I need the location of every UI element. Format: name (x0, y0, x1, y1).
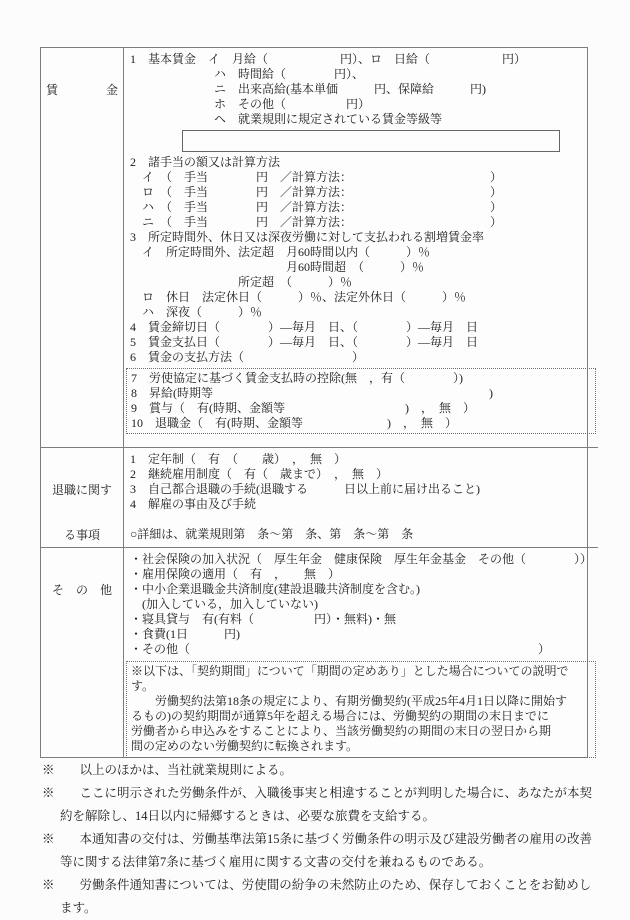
form-line: 7 労使協定に基づく賃金支払時の控除(無 ，有（ ）) (131, 371, 463, 385)
form-line: 3 自己都合退職の手続(退職する 日以上前に届け出ること) (130, 482, 480, 496)
wage-optional-items-box (126, 368, 596, 434)
form-line: ・中小企業退職金共済制度(建設退職共済制度を含む。) (130, 582, 420, 596)
footer-note: ※ 以上のほかは、当社就業規則による。 (42, 763, 293, 777)
form-line: 3 所定時間外、休日又は深夜労働に対して支払われる割増賃金率 (130, 230, 485, 244)
form-line: 労働者から申込みをすることにより、当該労働契約の期間の末日の翌日から期 (131, 724, 552, 738)
form-line: 間の定めのない労働契約に転換されます。 (131, 739, 359, 753)
form-line: 5 賃金支払日（ ）―毎月 日、（ ）―毎月 日 (130, 335, 479, 349)
other-label-text: そ の 他 (51, 583, 112, 597)
form-line: 所定超 （ ）％ (130, 275, 353, 289)
form-line: 8 昇給(時期等 ) (131, 386, 493, 400)
retirement-row-content (124, 448, 598, 548)
retirement-label-line1: 退職に関す (51, 483, 112, 497)
form-line: 4 賃金締切日（ ）―毎月 日、（ ）―毎月 日 (130, 320, 479, 334)
form-line: ニ 出来高給(基本単価 円、保障給 円) (130, 82, 486, 96)
wage-row-content (124, 48, 598, 448)
form-line: 2 諸手当の額又は計算方法 (130, 155, 281, 169)
form-line: ハ 時間給（ 円）、 (130, 67, 365, 81)
form-line: イ （ 手当 円 ／計算方法： ） (130, 170, 503, 184)
wage-label-text: 賃 金 (45, 83, 118, 97)
form-line: 2 継続雇用制度（ 有（ 歳まで） ， 無 ） (130, 467, 389, 481)
form-line: 6 賃金の支払方法（ ） (130, 350, 365, 364)
footer-notes (42, 759, 598, 920)
other-row-label (41, 548, 124, 757)
form-line: ロ （ 手当 円 ／計算方法： ） (130, 185, 503, 199)
retirement-label-line2: る事項 (63, 528, 100, 542)
form-line: ハ 深夜（ ）％ (130, 305, 263, 319)
form-line: 9 賞与（ 有(時期、金額等 ) ， 無 ） (131, 401, 475, 415)
form-line: (加入している，加入していない) (130, 597, 318, 611)
form-line: 10 退職金（ 有(時期、金額等 ) ， 無 ） (131, 416, 457, 430)
form-line: ・食費(1日 円) (130, 627, 240, 641)
form-line: ・雇用保険の適用（ 有 ， 無 ） (130, 567, 341, 581)
form-line: ニ （ 手当 円 ／計算方法： ） (130, 215, 503, 229)
other-row-content (124, 548, 598, 757)
form-line: 1 基本賃金 イ 月給（ 円）、ロ 日給（ 円） (130, 52, 527, 66)
form-line (130, 512, 592, 527)
footer-note: ※ ここに明示された労働条件が、入職後事実と相違することが判明した場合に、あなたが本契約を解除し、14日以内に帰郷するときは、必要な旅費を支給する。 (42, 786, 593, 823)
form-line: ・その他（ ） (130, 642, 551, 656)
form-line: ハ （ 手当 円 ／計算方法： ） (130, 200, 503, 214)
contract-period-explanation-box (126, 661, 596, 758)
retirement-row-label (41, 448, 124, 548)
form-line: ロ 休日 法定休日（ ）％、法定外休日（ ）％ (130, 290, 467, 304)
wage-row-label (41, 48, 124, 448)
form-line: 月60時間超 （ ）％ (130, 260, 425, 274)
form-line: ・社会保険の加入状況（ 厚生年金 健康保険 厚生年金基金 その他（ ）） (130, 552, 593, 566)
wage-grade-entry-box[interactable] (182, 130, 560, 152)
form-line: ※以下は、「契約期間」について「期間の定めあり」とした場合についての説明で (131, 664, 569, 678)
form-line: す。 (131, 679, 155, 693)
form-line: 労働契約法第18条の規定により、有期労働契約(平成25年4月1日以降に開始す (131, 694, 567, 708)
form-line: るもの)の契約期間が通算5年を超える場合には、労働契約の期間の末日までに (131, 709, 549, 723)
footer-note: ※ 本通知書の交付は、労働基準法第15条に基づく労働条件の明示及び建設労働者の雇用の改善等に関する法律第7条に基づく雇用に関する文書の交付を兼ねるものである。 (42, 832, 593, 869)
form-line: イ 所定時間外、法定超 月60時間以内（ ）％ (130, 245, 431, 259)
form-line: ヘ 就業規則に規定されている賃金等級等 (130, 112, 443, 126)
form-line: ・寝具貸与 有(有料（ 円）・無料)・無 (130, 612, 396, 626)
form-line: 1 定年制（ 有 （ 歳） ， 無 ） (130, 452, 347, 466)
working-conditions-table (40, 47, 593, 758)
form-line: 4 解雇の事由及び手続 (130, 497, 257, 511)
form-line: ホ その他（ 円） (130, 97, 371, 111)
footer-note: ※ 労働条件通知書については、労使間の紛争の未然防止のため、保存しておくことをお勧めします。 (42, 878, 592, 915)
form-line: ○詳細は、就業規則第 条～第 条、第 条～第 条 (130, 527, 414, 541)
